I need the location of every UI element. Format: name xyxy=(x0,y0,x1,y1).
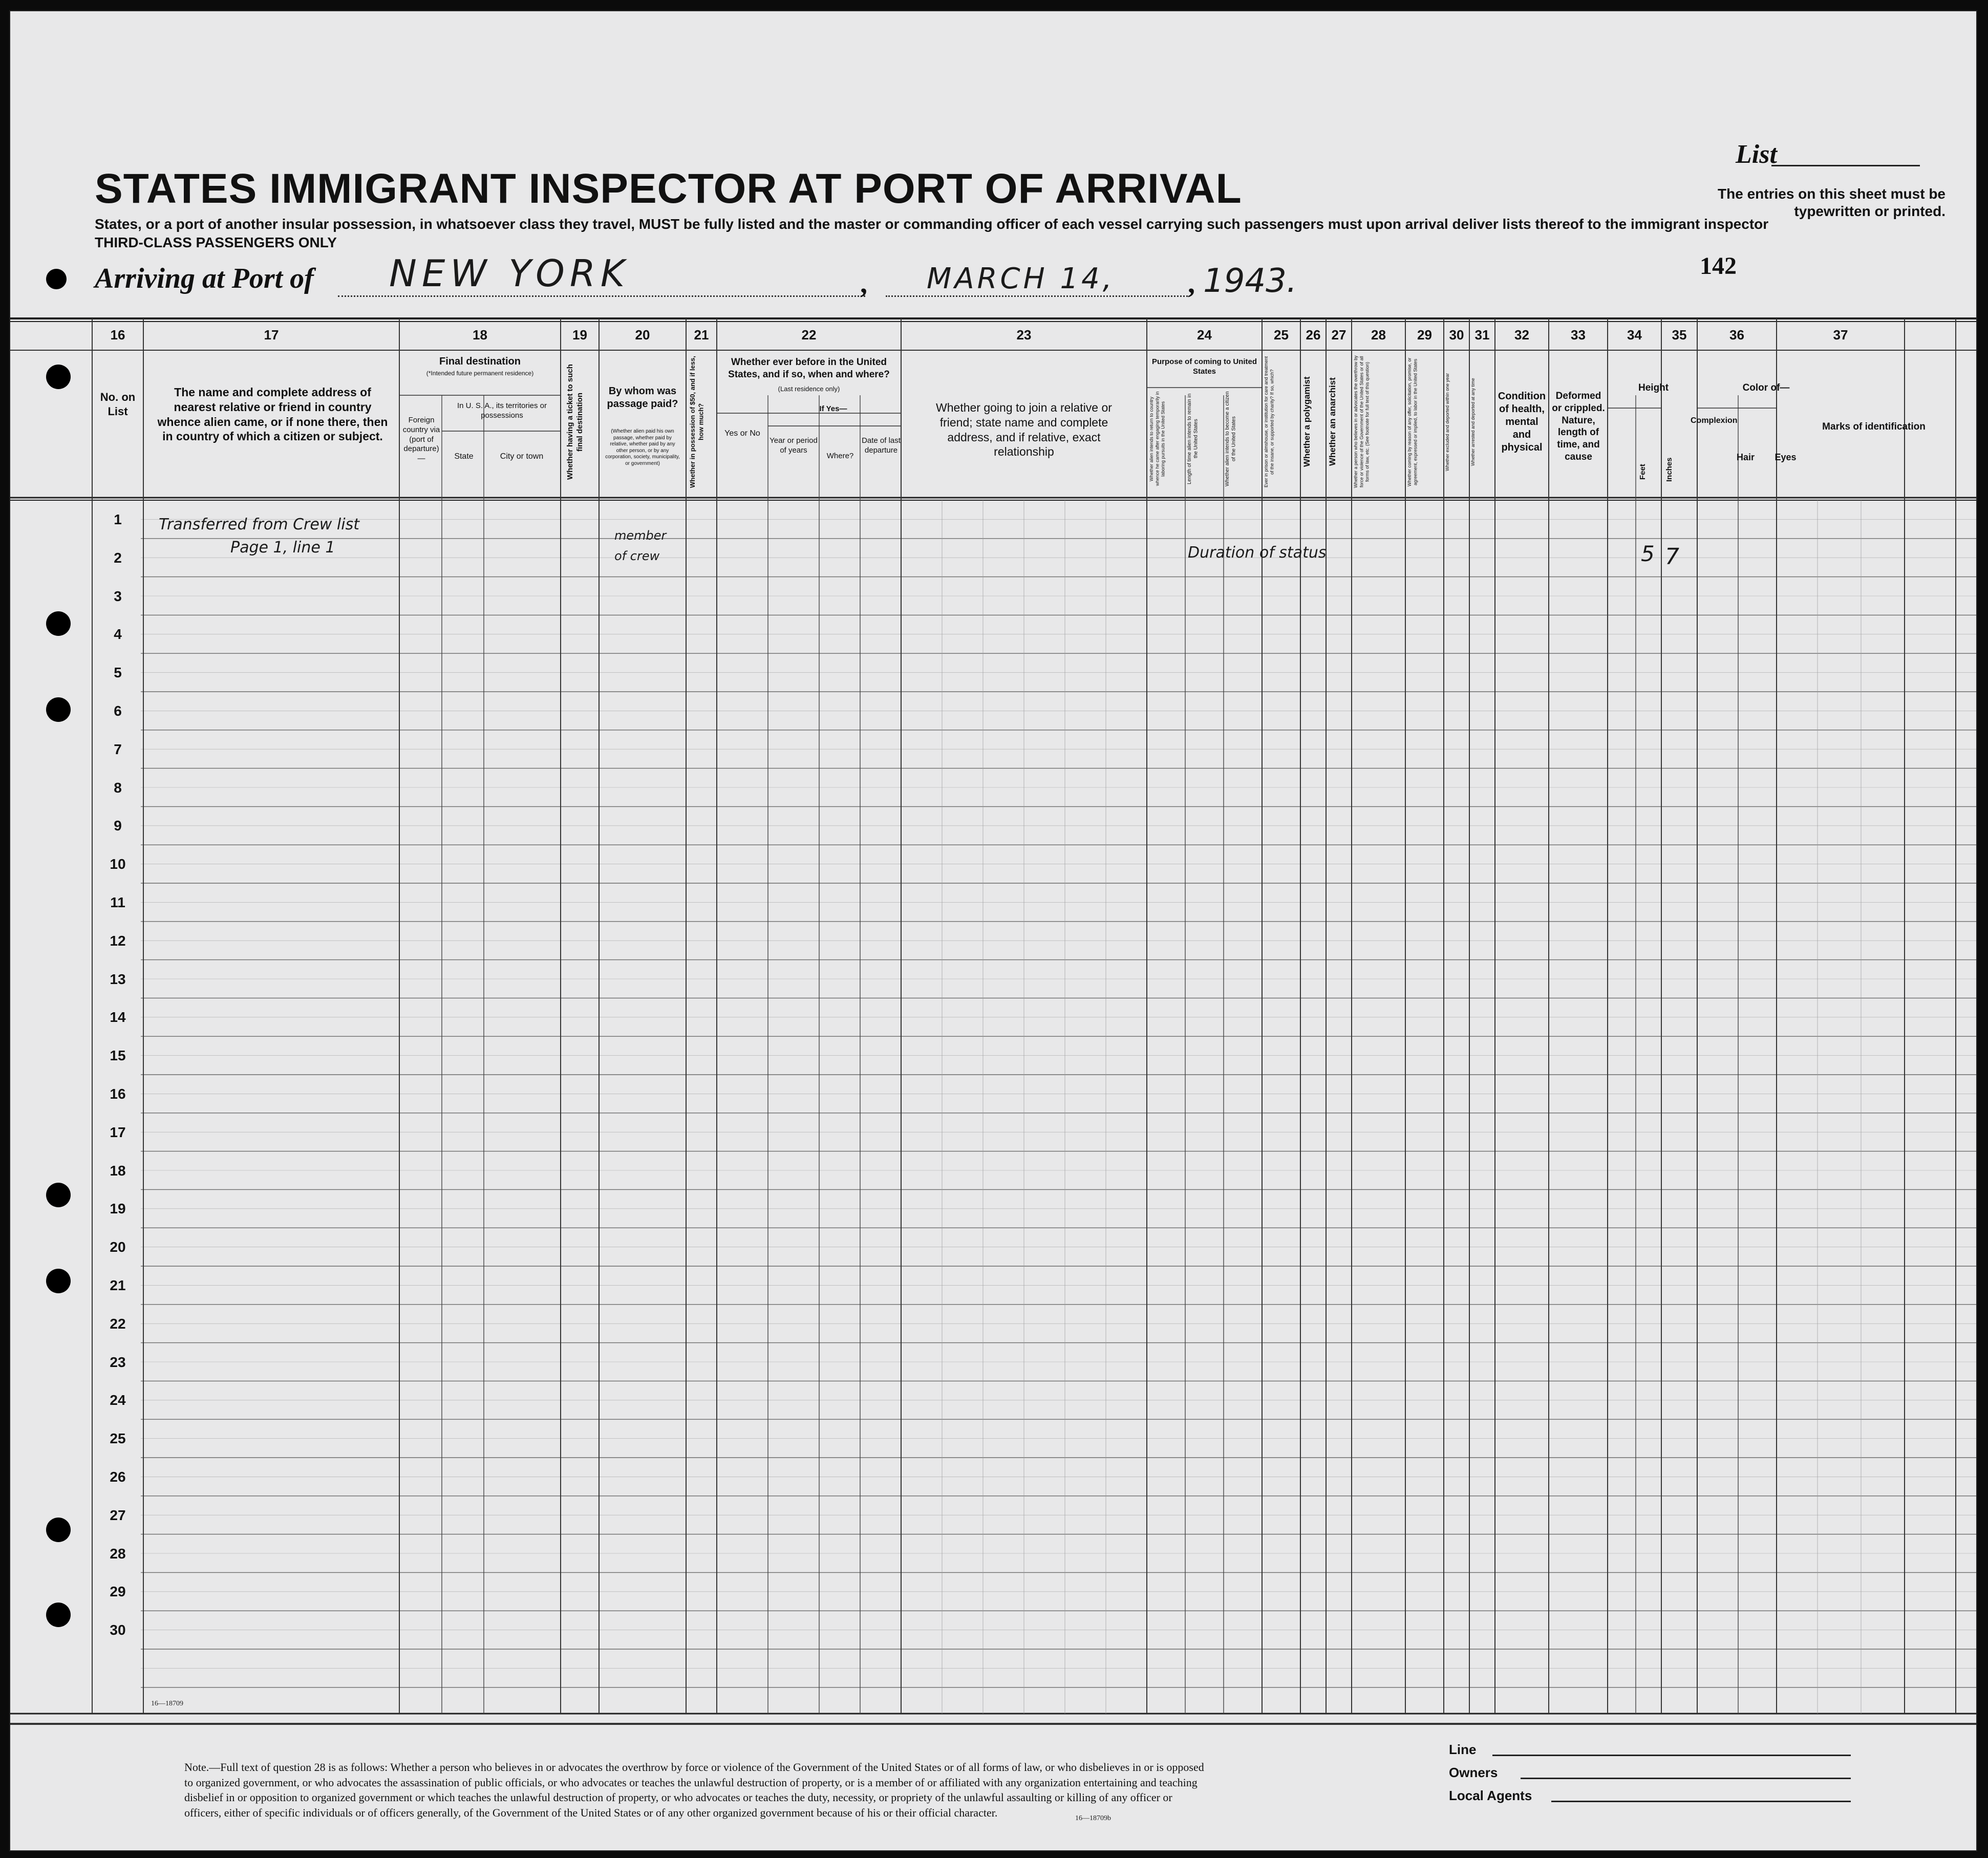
punch-hole xyxy=(46,1603,71,1627)
notice-text: States, or a port of another insular possession, in whatsoever class they travel, MUST be fully listed and the master or commanding officer of each vessel carrying such passengers must upon arrival deliver lists thereof to the immigrant inspector xyxy=(95,216,1769,232)
manifest-sheet xyxy=(9,10,1977,1851)
row-number: 2 xyxy=(114,549,122,566)
col-number-21: 21 xyxy=(694,327,709,343)
entry-row1-relative-line1: Transferred from Crew list xyxy=(159,516,359,533)
row-number: 19 xyxy=(110,1201,126,1217)
row-number: 18 xyxy=(110,1162,126,1179)
row-number: 27 xyxy=(110,1507,126,1523)
row-number: 21 xyxy=(110,1277,126,1293)
sheet-number: 142 xyxy=(1700,252,1737,280)
list-label: List xyxy=(1736,140,1777,169)
punch-hole xyxy=(46,697,71,722)
arriving-label: Arriving at Port of xyxy=(95,263,314,294)
header-eyes: Eyes xyxy=(1775,452,1797,462)
entries-note: The entries on this sheet must be typewritten or printed. xyxy=(1718,186,1946,219)
row-number: 23 xyxy=(110,1354,126,1370)
header-height: Height xyxy=(1638,382,1669,393)
line-field xyxy=(1492,1755,1851,1756)
year-value: 1943. xyxy=(1203,262,1297,300)
header-complexion: Complexion xyxy=(1691,416,1738,425)
header-prison: Ever in prison or almshouse, or institution for care and treatment of the insane, or supported by charity? If so, which? xyxy=(1264,356,1275,488)
row-number: 20 xyxy=(110,1239,126,1255)
col-number-22: 22 xyxy=(801,327,817,343)
header-year-period: Year or period of years xyxy=(769,436,818,455)
row-number: 9 xyxy=(114,818,122,834)
header-join-relative: Whether going to join a relative or friend; state name and complete address, and if relative, exact relationship xyxy=(936,401,1112,459)
row-number: 29 xyxy=(110,1584,126,1600)
entry-row1-passage-line2: of crew xyxy=(614,549,660,563)
header-feet: Feet xyxy=(1638,464,1647,480)
header-return-intent: Whether alien intends to return to country whence he came after engaging temporarily in laboring pursuits in the United States xyxy=(1149,391,1166,486)
footnote-question-28: Note.—Full text of question 28 is as follows: Whether a person who believes in or advocates the overthrow by force or violence of the Government of the United States or of all forms of law, or who disbelieves in or is opposed to organized government, or who advocates the assassination of public officials, or who advocates or teaches the unlawful destruction of property, or is a member of or affiliated with any organization entertaining and teaching disbelief in or opposition to organized government or which teaches the unlawful destruction of property, or who advocates or teaches the duty, necessity, or propriety of the unlawful assaulting or killing of any officer or officers, either of specific individuals or of officers generally, of the Government of the United States or of any other organized government because of his or their official character. xyxy=(184,1761,1204,1820)
col-number-17: 17 xyxy=(264,327,279,343)
row-number: 8 xyxy=(114,779,122,796)
header-city: City or town xyxy=(500,452,544,461)
row-number: 13 xyxy=(110,971,126,987)
header-health: Condition of health, mental and physical xyxy=(1498,391,1546,453)
col-number-36: 36 xyxy=(1729,327,1744,343)
header-if-yes: If Yes— xyxy=(819,404,847,413)
row-number: 16 xyxy=(110,1086,126,1102)
col-number-18: 18 xyxy=(473,327,487,343)
form-code: 16—18709 xyxy=(151,1700,183,1707)
header-last-residence: (Last residence only) xyxy=(778,385,840,393)
header-yes-no: Yes or No xyxy=(724,429,760,438)
header-labor-offer: Whether coming by reason of any offer, solicitation, promise, or agreement, expressed or implied, to labor in the United States xyxy=(1407,357,1418,486)
header-date-last-departure: Date of last departure xyxy=(862,436,901,455)
owners-label: Owners xyxy=(1449,1765,1498,1780)
port-value: NEW YORK xyxy=(389,252,630,295)
header-final-destination: Final destination xyxy=(439,356,521,367)
col-number-16: 16 xyxy=(110,327,125,343)
header-purpose: Purpose of coming to United States xyxy=(1152,357,1257,376)
local-agents-field xyxy=(1551,1801,1851,1802)
header-inches: Inches xyxy=(1665,457,1674,482)
punch-hole xyxy=(46,611,71,636)
header-ticket: Whether having a ticket to such final destination xyxy=(566,364,584,480)
header-overthrow: Whether a person who believes in or advocates the overthrow by force or violence of the Government of the United States or of all forms of law, etc. (See footnote for full text of this question) xyxy=(1353,355,1370,488)
header-length-of-stay: Length of time alien intends to remain in the United States xyxy=(1187,393,1199,484)
header-deformed: Deformed or crippled. Nature, length of time, and cause xyxy=(1552,391,1605,462)
header-passage-paid: By whom was passage paid? xyxy=(607,386,678,410)
header-deported: Whether arrested and deported at any time xyxy=(1470,378,1476,466)
col-number-30: 30 xyxy=(1449,327,1464,343)
header-no-on-list: No. on List xyxy=(100,391,136,418)
punch-hole xyxy=(46,269,67,289)
row-number: 15 xyxy=(110,1048,126,1064)
row-number: 28 xyxy=(110,1545,126,1562)
row-number: 24 xyxy=(110,1392,126,1408)
row-number: 6 xyxy=(114,703,122,719)
entry-row1-inches: 7 xyxy=(1665,544,1679,570)
class-notice: THIRD-CLASS PASSENGERS ONLY xyxy=(95,234,337,250)
header-anarchist: Whether an anarchist xyxy=(1328,377,1337,466)
header-fifty-dollars: Whether in possession of $50, and if less, how much? xyxy=(689,356,705,488)
row-number: 22 xyxy=(110,1315,126,1332)
punch-hole xyxy=(46,1269,71,1293)
page-title: STATES IMMIGRANT INSPECTOR AT PORT OF ARRIVAL xyxy=(95,165,1242,212)
header-state: State xyxy=(454,452,474,461)
header-final-destination-sub: (*Intended future permanent residence) xyxy=(426,370,534,377)
col-number-28: 28 xyxy=(1371,327,1386,343)
header-nearest-relative: The name and complete address of nearest relative or friend in country whence alien came, or if none there, then in country of which a citizen or subject. xyxy=(157,386,388,443)
row-number: 17 xyxy=(110,1124,126,1140)
row-number: 7 xyxy=(114,741,122,757)
col-number-37: 37 xyxy=(1833,327,1848,343)
col-number-27: 27 xyxy=(1331,327,1346,343)
col-number-31: 31 xyxy=(1474,327,1490,343)
row-number: 5 xyxy=(114,665,122,681)
entry-row1-purpose: Duration of status xyxy=(1188,544,1327,562)
row-number: 25 xyxy=(110,1430,126,1447)
row-number: 14 xyxy=(110,1009,126,1026)
col-number-25: 25 xyxy=(1274,327,1289,343)
col-number-19: 19 xyxy=(572,327,587,343)
entry-row1-feet: 5 xyxy=(1641,541,1655,566)
comma-separator: , xyxy=(1188,268,1195,300)
header-color-of: Color of— xyxy=(1742,382,1790,393)
local-agents-label: Local Agents xyxy=(1449,1788,1532,1803)
row-number: 11 xyxy=(110,894,125,910)
table-grid xyxy=(10,11,1976,1850)
header-foreign-country: Foreign country via (port of departure)— xyxy=(402,416,440,463)
col-number-23: 23 xyxy=(1016,327,1032,343)
date-value: MARCH 14, xyxy=(927,262,1115,295)
col-number-33: 33 xyxy=(1571,327,1586,343)
punch-hole xyxy=(46,1183,71,1207)
header-passage-paid-sub: (Whether alien paid his own passage, whether paid by relative, whether paid by any other person, or by any corporation, society, municipality, or government) xyxy=(605,429,680,466)
header-where: Where? xyxy=(826,452,854,460)
entry-row1-passage-line1: member xyxy=(614,528,667,543)
header-citizen-intent: Whether alien intends to become a citizen of the United States xyxy=(1225,391,1237,486)
col-number-20: 20 xyxy=(635,327,650,343)
col-number-35: 35 xyxy=(1672,327,1687,343)
header-ever-before: Whether ever before in the United States, and if so, when and where? xyxy=(728,357,890,380)
col-number-34: 34 xyxy=(1627,327,1642,343)
entry-row1-relative-line2: Page 1, line 1 xyxy=(230,539,335,557)
header-in-usa: In U. S. A., its territories or possessions xyxy=(457,401,547,420)
header-excluded: Whether excluded and deported within one year xyxy=(1445,373,1450,471)
row-number: 10 xyxy=(110,856,126,872)
col-number-24: 24 xyxy=(1197,327,1212,343)
row-number: 4 xyxy=(114,626,122,643)
comma-separator: , xyxy=(860,268,867,300)
line-label: Line xyxy=(1449,1742,1477,1757)
row-number: 30 xyxy=(110,1622,126,1638)
col-number-26: 26 xyxy=(1306,327,1321,343)
header-polygamist: Whether a polygamist xyxy=(1302,376,1312,467)
form-code-b: 16—18709b xyxy=(1075,1814,1111,1822)
col-number-29: 29 xyxy=(1417,327,1432,343)
row-number: 1 xyxy=(114,511,122,527)
header-marks: Marks of identification xyxy=(1822,421,1926,432)
row-number: 12 xyxy=(110,932,126,949)
row-number: 3 xyxy=(114,588,122,604)
punch-hole xyxy=(46,365,71,389)
punch-hole xyxy=(46,1518,71,1542)
col-number-32: 32 xyxy=(1514,327,1529,343)
header-hair: Hair xyxy=(1736,452,1755,462)
row-number: 26 xyxy=(110,1469,126,1485)
owners-field xyxy=(1521,1778,1851,1779)
